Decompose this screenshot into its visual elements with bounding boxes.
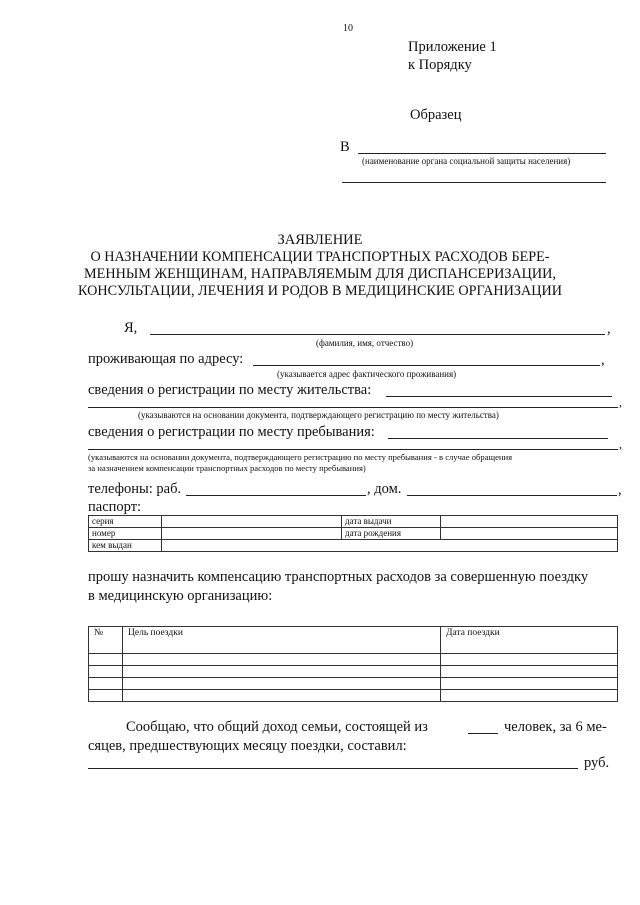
table-row[interactable] bbox=[89, 654, 618, 666]
addressee-line-2[interactable] bbox=[342, 182, 606, 183]
stay-caption-1: (указываются на основании документа, подтверждающего регистрацию по месту пребывания - в случае обращения bbox=[88, 452, 513, 462]
trip-number-header: № bbox=[89, 627, 123, 654]
residence-caption: (указываются на основании документа, подтверждающего регистрацию по месту жительства) bbox=[138, 410, 499, 420]
address-field[interactable] bbox=[253, 365, 600, 366]
birth-date-label: дата рождения bbox=[342, 528, 441, 540]
income-line-2: сяцев, предшествующих месяцу поездки, составил: bbox=[88, 738, 407, 754]
issue-date-field[interactable] bbox=[441, 516, 618, 528]
phones-label: телефоны: раб. bbox=[88, 481, 182, 497]
currency-label: руб. bbox=[584, 755, 610, 771]
address-label: проживающая по адресу: bbox=[88, 351, 244, 367]
income-line-1a: Сообщаю, что общий доход семьи, состоящей из bbox=[126, 719, 428, 735]
table-row[interactable] bbox=[89, 690, 618, 702]
residence-label: сведения о регистрации по месту жительства: bbox=[88, 382, 372, 398]
comma: , bbox=[619, 395, 622, 409]
issue-date-label: дата выдачи bbox=[342, 516, 441, 528]
issued-by-label: кем выдан bbox=[89, 540, 162, 552]
table-row[interactable] bbox=[89, 678, 618, 690]
appendix-line-2: к Порядку bbox=[408, 57, 472, 73]
home-phone-label: , дом. bbox=[367, 481, 402, 497]
stay-field-2[interactable] bbox=[88, 449, 618, 450]
number-field[interactable] bbox=[162, 528, 342, 540]
trip-date-header: Дата поездки bbox=[441, 627, 618, 654]
stay-label: сведения о регистрации по месту пребывания: bbox=[88, 424, 375, 440]
number-label: номер bbox=[89, 528, 162, 540]
appendix-line-1: Приложение 1 bbox=[408, 39, 497, 55]
trip-table bbox=[88, 626, 618, 702]
residence-field[interactable] bbox=[386, 396, 612, 397]
income-line-1b: человек, за 6 ме- bbox=[504, 719, 607, 735]
work-phone-field[interactable] bbox=[186, 495, 366, 496]
addressee-prefix: В bbox=[340, 139, 350, 155]
table-row[interactable] bbox=[89, 666, 618, 678]
comma: , bbox=[601, 352, 605, 368]
full-name-caption: (фамилия, имя, отчество) bbox=[316, 338, 414, 348]
address-caption: (указывается адрес фактического проживания) bbox=[277, 369, 457, 379]
trip-purpose-header: Цель поездки bbox=[123, 627, 441, 654]
title-line-3: КОНСУЛЬТАЦИИ, ЛЕЧЕНИЯ И РОДОВ В МЕДИЦИНСКИЕ ОРГАНИЗАЦИИ bbox=[77, 283, 563, 299]
passport-table bbox=[88, 515, 618, 552]
request-line-1: прошу назначить компенсацию транспортных расходов за совершенную поездку bbox=[88, 569, 589, 585]
document-title: ЗАЯВЛЕНИЕ bbox=[277, 232, 363, 248]
sample-label: Образец bbox=[410, 107, 462, 123]
ya-label: Я, bbox=[124, 320, 138, 336]
page-number: 10 bbox=[343, 23, 353, 34]
full-name-field[interactable] bbox=[150, 334, 605, 335]
residence-field-2[interactable] bbox=[88, 407, 618, 408]
addressee-line[interactable] bbox=[358, 153, 606, 154]
birth-date-field[interactable] bbox=[441, 528, 618, 540]
issued-by-field[interactable] bbox=[162, 540, 618, 552]
comma: , bbox=[618, 482, 622, 498]
comma: , bbox=[607, 321, 611, 337]
series-label: серия bbox=[89, 516, 162, 528]
stay-field[interactable] bbox=[388, 438, 608, 439]
request-line-2: в медицинскую организацию: bbox=[88, 588, 273, 604]
series-field[interactable] bbox=[162, 516, 342, 528]
stay-caption-2: за назначением компенсации транспортных расходов по месту пребывания) bbox=[88, 463, 366, 473]
comma: , bbox=[619, 437, 622, 451]
passport-label: паспорт: bbox=[88, 499, 142, 515]
title-line-2: МЕННЫМ ЖЕНЩИНАМ, НАПРАВЛЯЕМЫМ ДЛЯ ДИСПАНСЕРИЗАЦИИ, bbox=[84, 266, 556, 282]
family-size-field[interactable] bbox=[468, 733, 498, 734]
income-amount-field[interactable] bbox=[88, 768, 578, 769]
title-line-1: О НАЗНАЧЕНИИ КОМПЕНСАЦИИ ТРАНСПОРТНЫХ РАСХОДОВ БЕРЕ- bbox=[90, 249, 550, 265]
addressee-caption: (наименование органа социальной защиты населения) bbox=[362, 156, 571, 166]
home-phone-field[interactable] bbox=[407, 495, 617, 496]
